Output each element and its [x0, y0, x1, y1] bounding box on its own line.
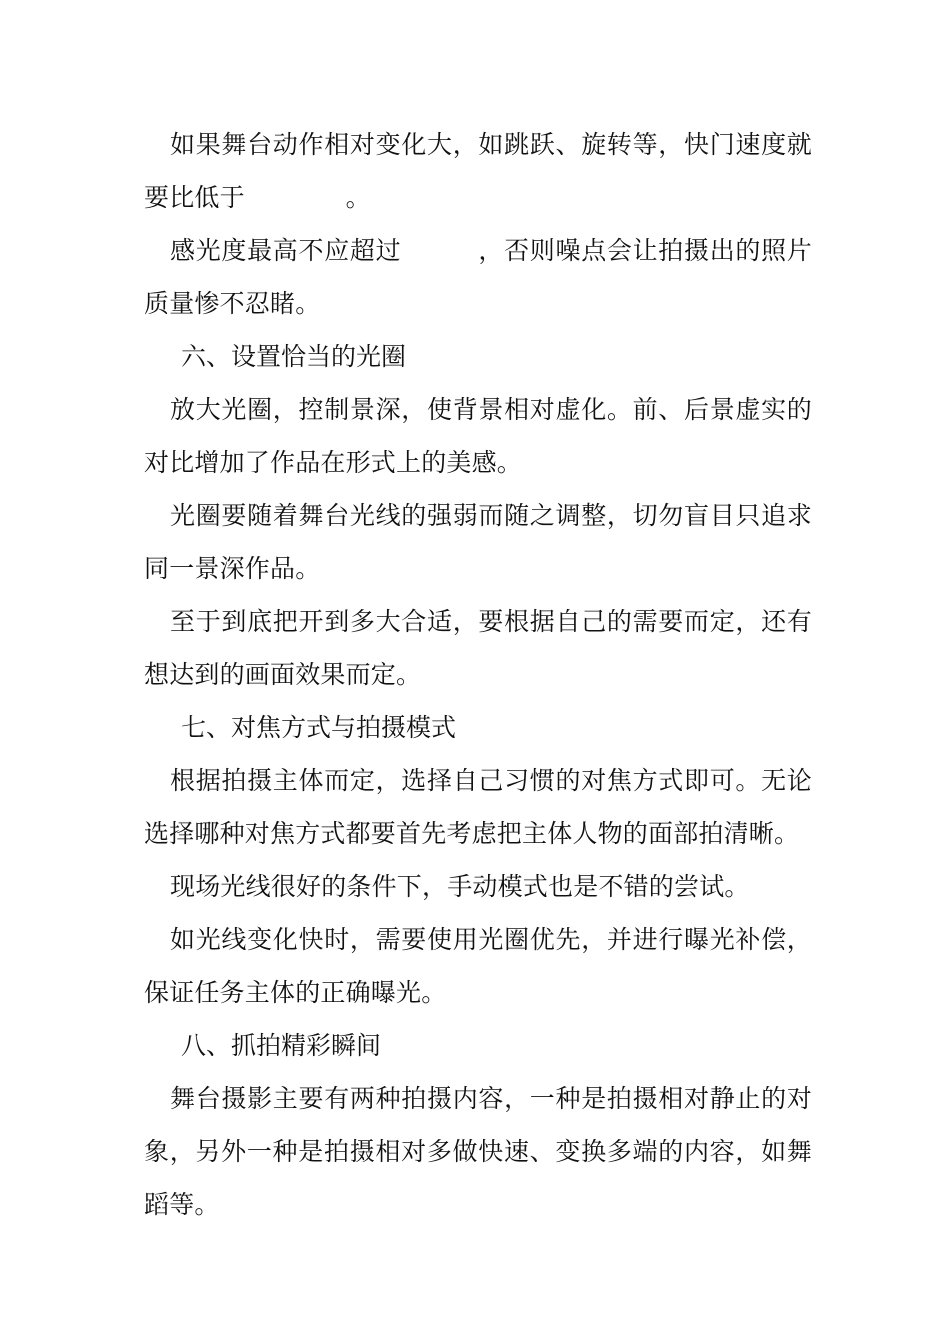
heading-focus-mode: 七、对焦方式与拍摄模式	[181, 713, 457, 742]
heading-aperture: 六、设置恰当的光圈	[181, 342, 407, 371]
paragraph-aperture-adjust: 光圈要随着舞台光线的强弱而随之调整，切勿盲目只追求同一景深作品。	[144, 501, 812, 583]
paragraph-aperture-priority: 如光线变化快时，需要使用光圈优先，并进行曝光补偿，保证任务主体的正确曝光。	[144, 925, 812, 1007]
paragraph-focus-choice: 根据拍摄主体而定，选择自己习惯的对焦方式即可。无论选择哪种对焦方式都要首先考虑把主体人物的面部拍清晰。	[144, 766, 812, 848]
paragraph-manual-mode: 现场光线很好的条件下，手动模式也是不错的尝试。	[170, 872, 750, 901]
heading-capture-moments: 八、抓拍精彩瞬间	[181, 1031, 382, 1060]
paragraph-stage-content: 舞台摄影主要有两种拍摄内容，一种是拍摄相对静止的对象，另外一种是拍摄相对多做快速、变换多端的内容，如舞蹈等。	[144, 1084, 812, 1219]
document-body	[144, 118, 812, 1231]
paragraph-shutter-speed: 如果舞台动作相对变化大，如跳跃、旋转等，快门速度就要比低于 。	[144, 130, 812, 212]
paragraph-iso-limit: 感光度最高不应超过 ，否则噪点会让拍摄出的照片质量惨不忍睹。	[144, 236, 812, 318]
paragraph-aperture-depth: 放大光圈，控制景深，使背景相对虚化。前、后景虚实的对比增加了作品在形式上的美感。	[144, 395, 812, 477]
paragraph-aperture-size: 至于到底把开到多大合适，要根据自己的需要而定，还有想达到的画面效果而定。	[144, 607, 812, 689]
